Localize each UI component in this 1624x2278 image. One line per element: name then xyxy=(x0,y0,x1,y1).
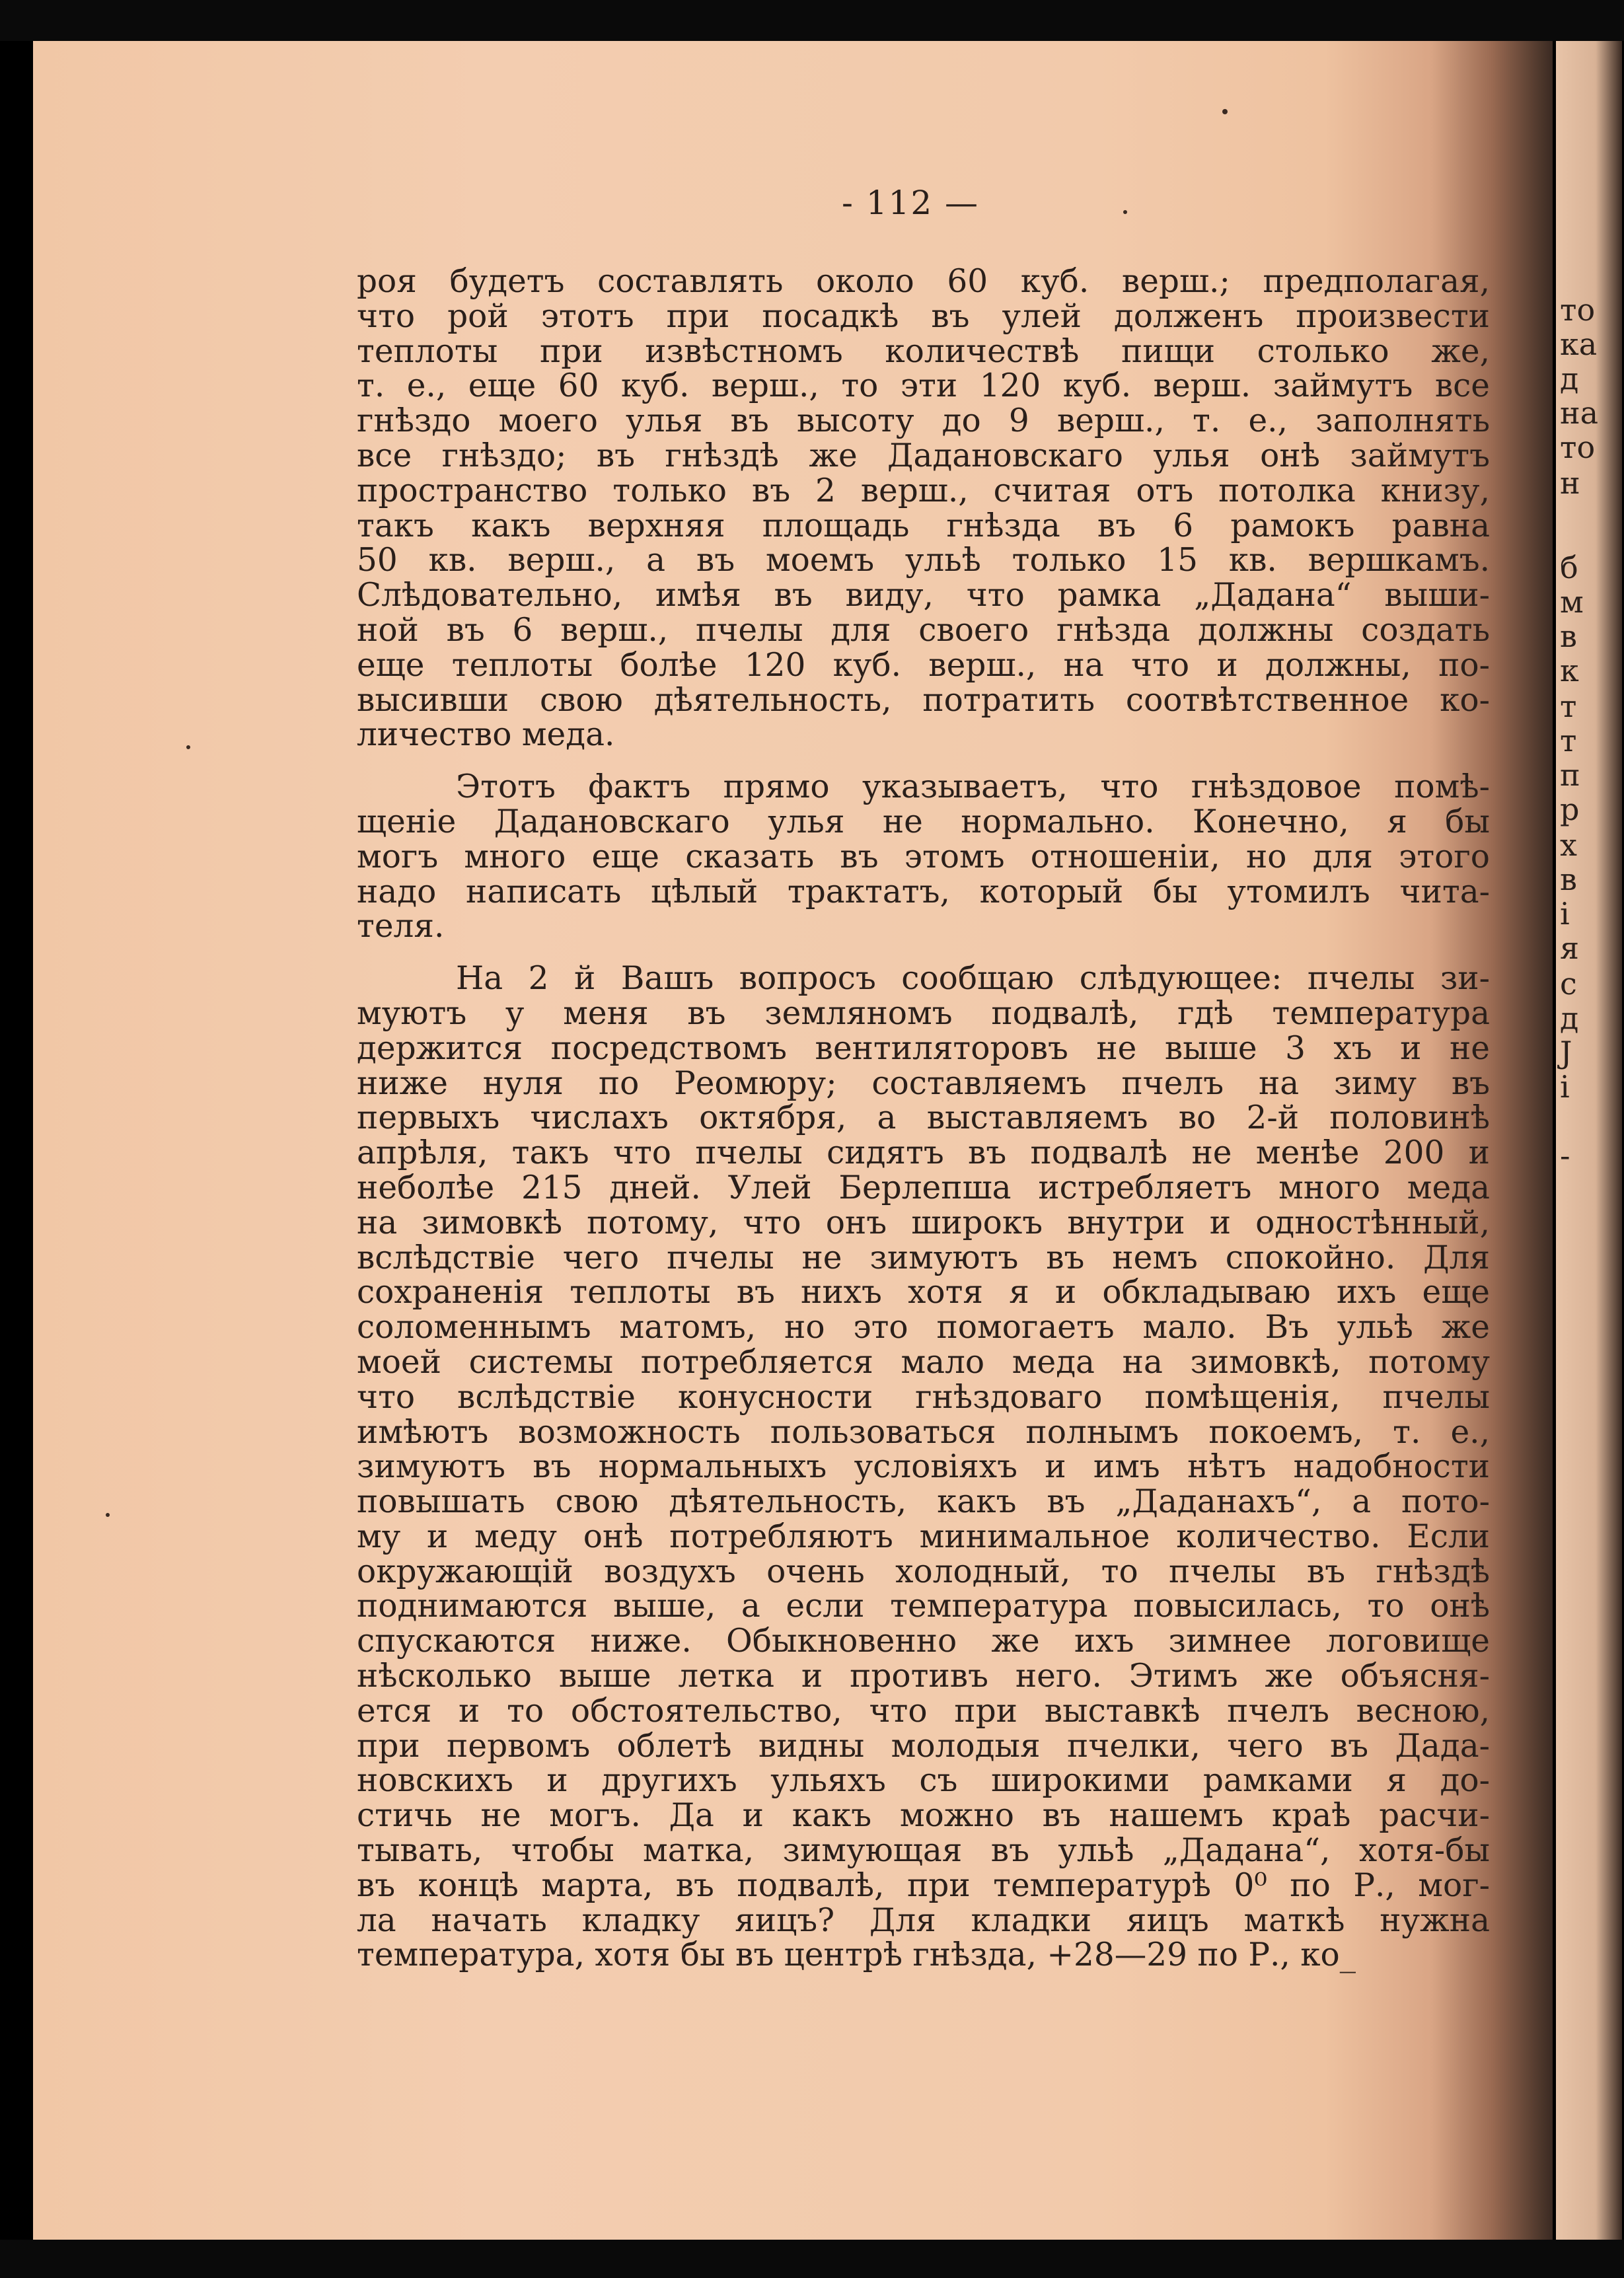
paragraph xyxy=(357,961,1490,1973)
text-line: на зимовкѣ потому, что онъ широкъ внутри и одностѣнный, xyxy=(357,1204,1490,1241)
adjacent-page-text: J xyxy=(1560,1035,1572,1070)
text-line: надо написать цѣлый трактатъ, который бы утомилъ чита- xyxy=(357,873,1490,910)
adjacent-page-text: р xyxy=(1560,791,1580,827)
text-line: нѣсколько выше летка и противъ него. Этимъ же объясня- xyxy=(357,1658,1490,1695)
adjacent-page-text: і xyxy=(1560,896,1570,932)
text-line: тывать, чтобы матка, зимующая въ ульѣ „Дадана“, хотя-бы xyxy=(357,1832,1490,1870)
text-line: муютъ у меня въ земляномъ подвалѣ, гдѣ температура xyxy=(357,994,1490,1032)
text-line: ной въ 6 верш., пчелы для своего гнѣзда должны создать xyxy=(357,611,1490,649)
text-line: моей системы потребляется мало меда на зимовкѣ, потому xyxy=(357,1343,1490,1381)
print-speck xyxy=(1222,109,1228,114)
text-line: при первомъ облетѣ видны молодыя пчелки, чего въ Дада- xyxy=(357,1727,1490,1765)
text-line: сохраненія теплоты въ нихъ хотя я и обкладываю ихъ еще xyxy=(357,1274,1490,1311)
adjacent-page-text: на xyxy=(1560,395,1599,431)
text-line: стичь не могъ. Да и какъ можно въ нашемъ краѣ расчи- xyxy=(357,1797,1490,1835)
text-line: теплоты при извѣстномъ количествѣ пищи столько же, xyxy=(357,332,1490,370)
text-line: еще теплоты болѣе 120 куб. верш., на что и должны, по- xyxy=(357,646,1490,684)
adjacent-page-edge xyxy=(1556,41,1622,2240)
scan-border-bottom xyxy=(0,2240,1624,2278)
adjacent-page-text: я xyxy=(1560,930,1580,966)
text-line: неболѣе 215 дней. Улей Берлепша истребляетъ много меда xyxy=(357,1169,1490,1206)
text-line: ниже нуля по Реомюру; составляемъ пчелъ на зиму въ xyxy=(357,1064,1490,1102)
text-line: высивши свою дѣятельность, потратить соотвѣтственное ко- xyxy=(357,681,1490,719)
text-line: держится посредствомъ вентиляторовъ не выше 3 хъ и не xyxy=(357,1029,1490,1067)
adjacent-page-text: к xyxy=(1560,653,1579,688)
adjacent-page-text: в xyxy=(1560,618,1577,654)
text-line: спускаются ниже. Обыкновенно же ихъ зимнее логовище xyxy=(357,1623,1490,1660)
page-number: - 112 — xyxy=(841,184,980,222)
text-line: въ концѣ марта, въ подвалѣ, при температурѣ 0⁰ по Р., мог- xyxy=(357,1866,1490,1904)
adjacent-page-text: ка xyxy=(1560,326,1598,362)
adjacent-page-text: - xyxy=(1560,1138,1570,1173)
text-line: такъ какъ верхняя площадь гнѣзда въ 6 рамокъ равна xyxy=(357,507,1490,544)
adjacent-page-text: м xyxy=(1560,584,1584,620)
text-line: ла начать кладку яицъ? Для кладки яицъ маткѣ нужна xyxy=(357,1901,1490,1939)
text-line: что рой этотъ при посадкѣ въ улей долженъ произвести xyxy=(357,297,1490,335)
text-line: что вслѣдствіе конусности гнѣздоваго помѣщенія, пчелы xyxy=(357,1378,1490,1416)
text-line: поднимаются выше, а если температура повысилась, то онѣ xyxy=(357,1588,1490,1625)
text-line: новскихъ и другихъ ульяхъ съ широкими рамками я до- xyxy=(357,1762,1490,1800)
adjacent-page-text: с xyxy=(1560,966,1577,1002)
text-line: вслѣдствіе чего пчелы не зимуютъ въ немъ спокойно. Для xyxy=(357,1239,1490,1276)
text-line: повышать свою дѣятельность, какъ въ „Даданахъ“, а пото- xyxy=(357,1483,1490,1521)
adjacent-page-text: п xyxy=(1560,757,1580,793)
text-line: все гнѣздо; въ гнѣздѣ же Дадановскаго улья онѣ займутъ xyxy=(357,437,1490,474)
text-line: т. е., еще 60 куб. верш., то эти 120 куб. верш. займутъ все xyxy=(357,367,1490,405)
adjacent-page-text: д xyxy=(1560,361,1579,396)
adjacent-page-text: в xyxy=(1560,862,1577,897)
adjacent-page-text: то xyxy=(1560,429,1596,465)
text-line: соломеннымъ матомъ, но это помогаетъ мало. Въ ульѣ же xyxy=(357,1309,1490,1346)
adjacent-page-text: н xyxy=(1560,465,1580,501)
paragraph xyxy=(357,264,1490,753)
text-line: пространство только въ 2 верш., считая отъ потолка книзу, xyxy=(357,472,1490,509)
text-line: Слѣдовательно, имѣя въ виду, что рамка „Дадана“ выши- xyxy=(357,577,1490,614)
text-line: ется и то обстоятельство, что при выставкѣ пчелъ весною, xyxy=(357,1692,1490,1730)
text-line: теля. xyxy=(357,908,445,945)
adjacent-page-text: д xyxy=(1560,1000,1579,1036)
scan-border-top xyxy=(0,0,1624,41)
print-speck xyxy=(1123,210,1127,214)
text-line: имѣютъ возможность пользоваться полнымъ покоемъ, т. е., xyxy=(357,1413,1490,1451)
text-line: му и меду онѣ потребляютъ минимальное количество. Если xyxy=(357,1518,1490,1555)
body-text xyxy=(357,264,1490,1973)
text-line: роя будетъ составлять около 60 куб. верш.; предполагая, xyxy=(357,263,1490,300)
text-line: апрѣля, такъ что пчелы сидятъ въ подвалѣ не менѣе 200 и xyxy=(357,1134,1490,1172)
paragraph xyxy=(357,770,1490,944)
text-line: температура, хотя бы въ центрѣ гнѣзда, +28—29 по Р., ко_ xyxy=(357,1936,1356,1974)
text-line: щеніе Дадановскаго улья не нормально. Конечно, я бы xyxy=(357,803,1490,840)
print-speck xyxy=(186,745,190,749)
text-line: гнѣздо моего улья въ высоту до 9 верш., т. е., заполнять xyxy=(357,402,1490,440)
adjacent-page-text: х xyxy=(1560,827,1577,863)
text-line: 50 кв. верш., а въ моемъ ульѣ только 15 кв. вершкамъ. xyxy=(357,542,1490,579)
text-line: личество меда. xyxy=(357,716,615,754)
adjacent-page-text: т xyxy=(1560,723,1577,758)
print-speck xyxy=(106,1513,110,1517)
text-line: могъ много еще сказать въ этомъ отношеніи, но для этого xyxy=(357,838,1490,875)
adjacent-page-text: то xyxy=(1560,292,1596,328)
adjacent-page-text: б xyxy=(1560,550,1578,585)
adjacent-page-text: і xyxy=(1560,1069,1570,1105)
text-line: Этотъ фактъ прямо указываетъ, что гнѣздовое помѣ- xyxy=(456,768,1490,806)
text-line: зимуютъ въ нормальныхъ условіяхъ и имъ нѣтъ надобности xyxy=(357,1448,1490,1486)
text-line: первыхъ числахъ октября, а выставляемъ во 2-й половинѣ xyxy=(357,1099,1490,1137)
adjacent-page-text: т xyxy=(1560,688,1577,724)
text-line: На 2 й Вашъ вопросъ сообщаю слѣдующее: пчелы зи- xyxy=(456,960,1490,998)
text-line: окружающій воздухъ очень холодный, то пчелы въ гнѣздѣ xyxy=(357,1553,1490,1590)
